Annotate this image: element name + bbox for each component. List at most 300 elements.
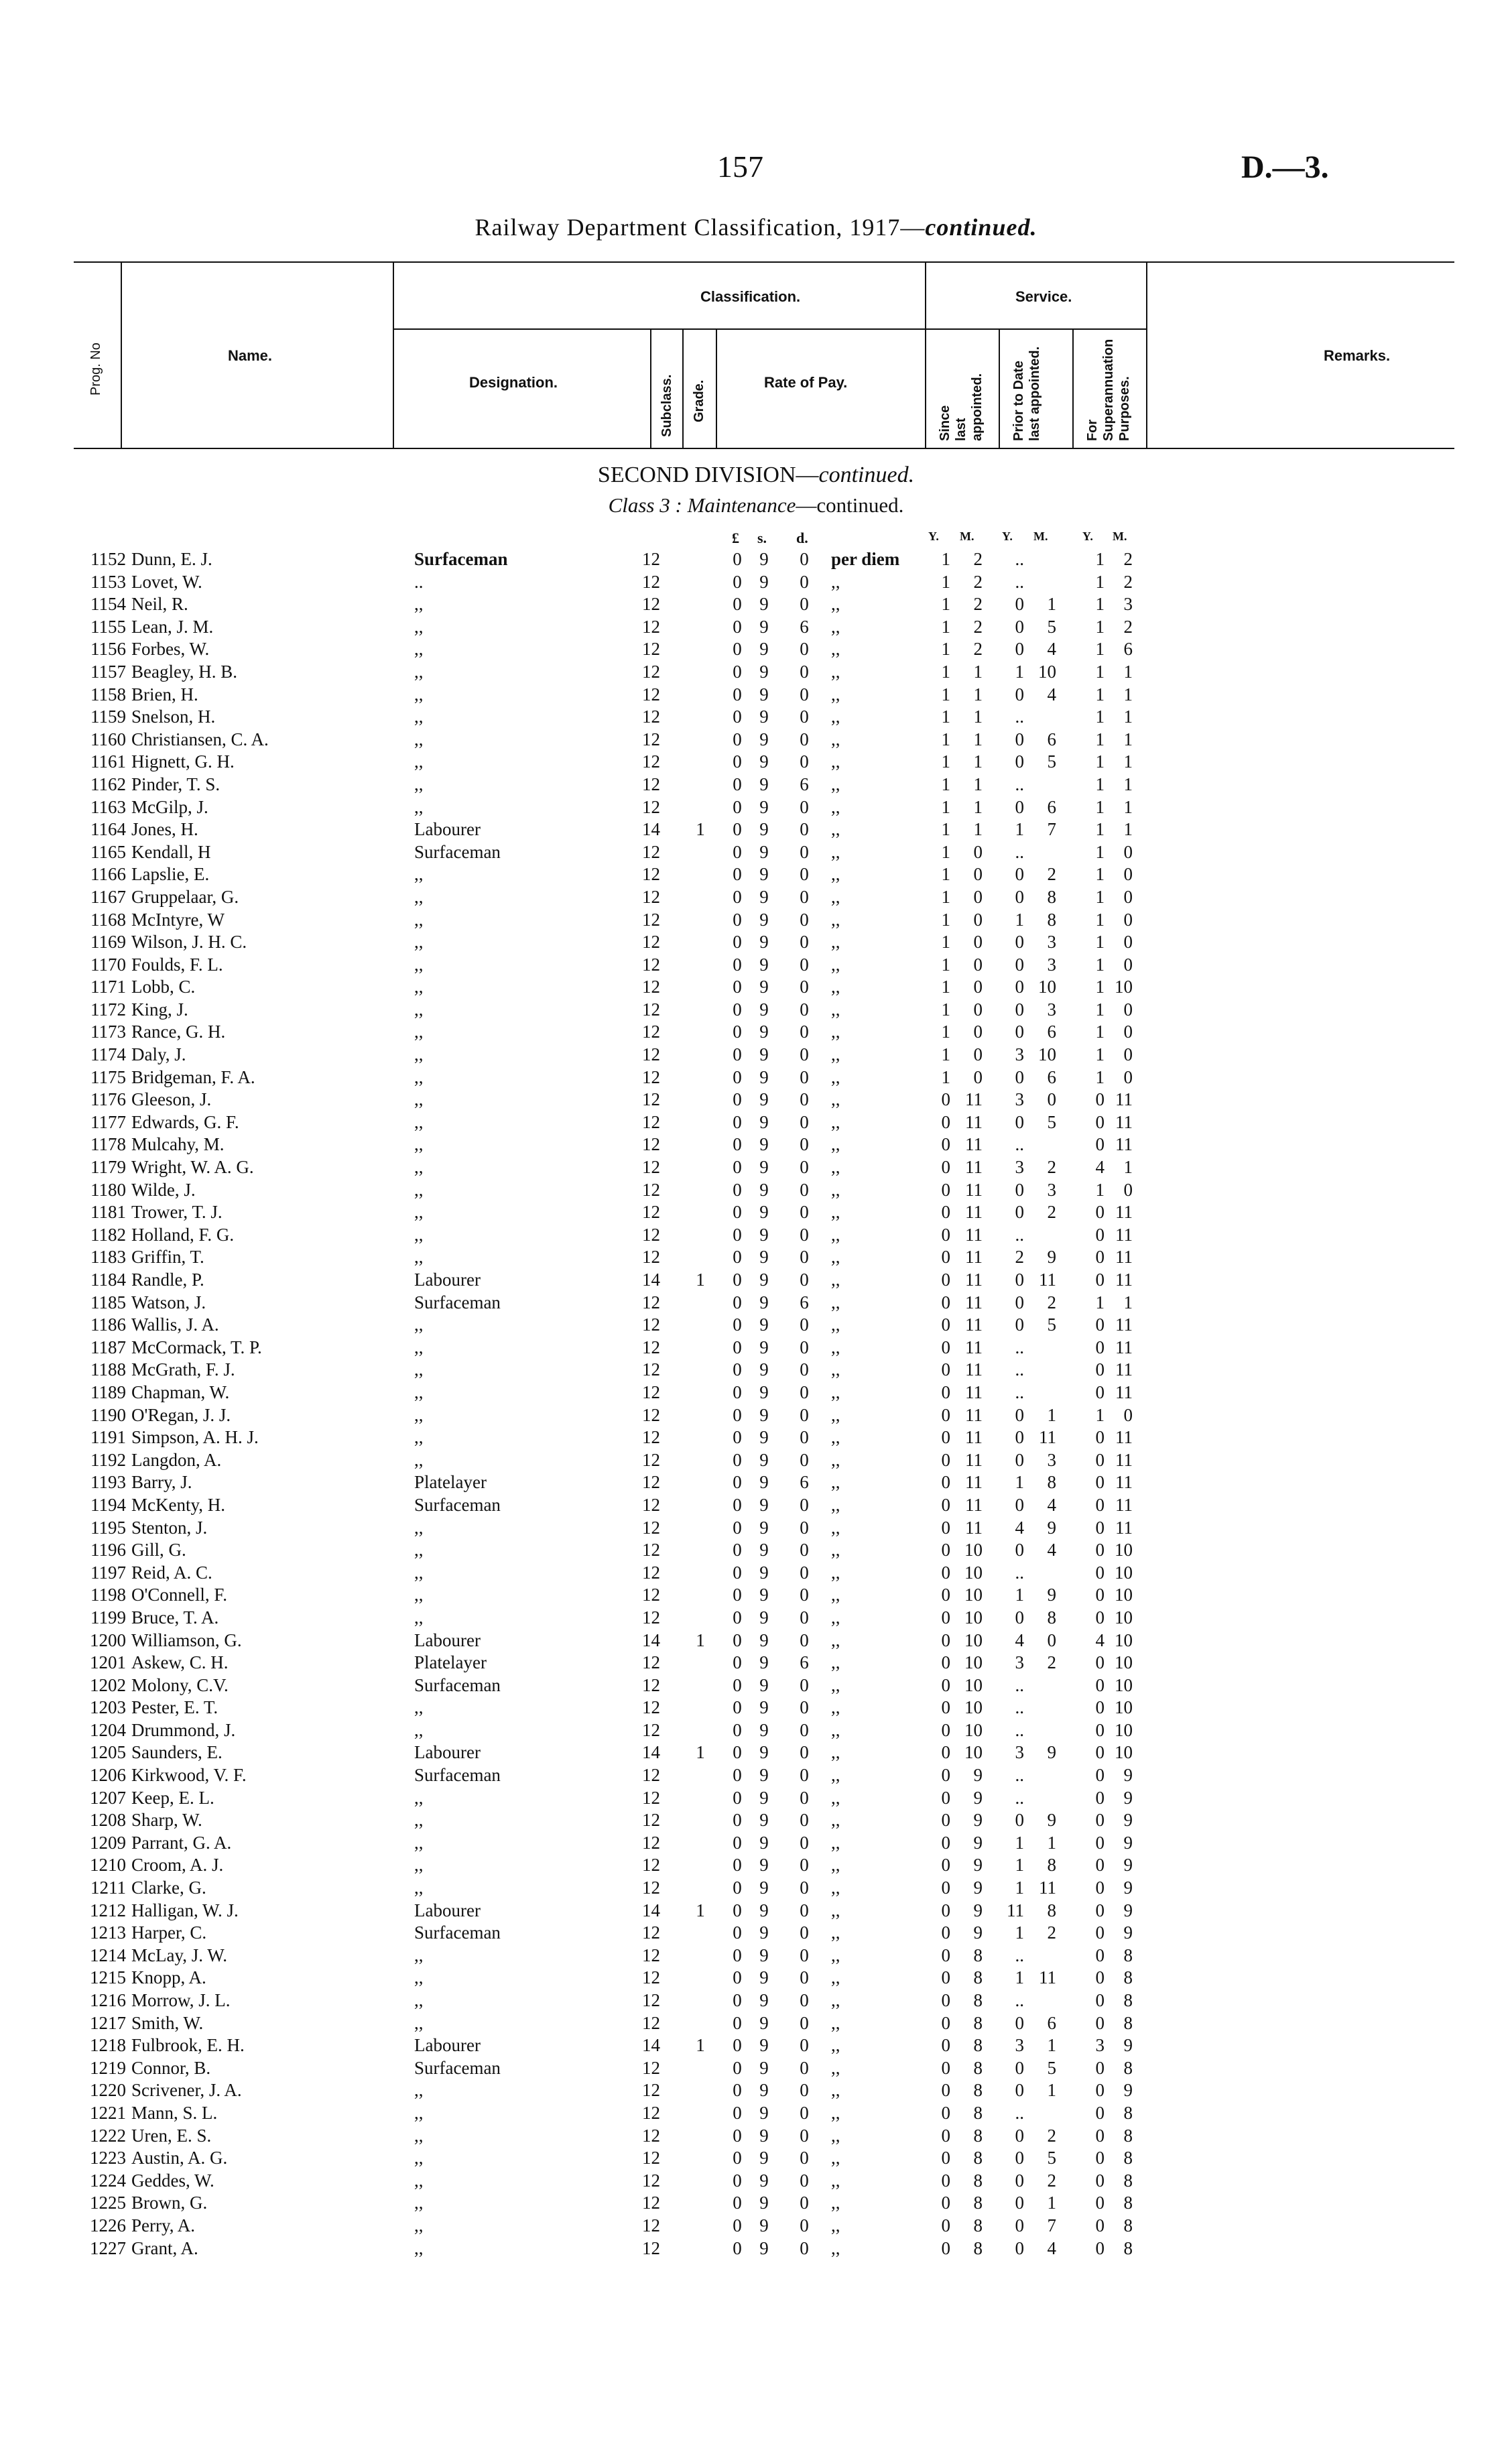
pay-period: ,, [831,819,840,840]
super-months: 3 [1123,594,1133,615]
subclass: 12 [642,774,660,794]
pay-shillings: 9 [759,977,769,997]
pay-pence: 0 [800,1900,809,1920]
pay-shillings: 9 [759,1967,769,1988]
prior-months: 6 [1047,729,1056,749]
super-months: 1 [1123,684,1133,704]
pay-shillings: 9 [759,1134,769,1155]
super-months: 8 [1123,2012,1133,2033]
prog-no: 1216 [90,1990,126,2010]
subclass: 14 [642,1270,660,1290]
prog-no: 1176 [90,1089,126,1110]
prior-months: 8 [1047,1855,1056,1876]
employee-name: Pinder, T. S. [131,774,220,794]
employee-name: Kirkwood, V. F. [131,1765,247,1786]
prog-no: 1220 [90,2080,126,2101]
prog-no: 1181 [90,1202,126,1223]
super-months: 11 [1115,1472,1133,1493]
since-months: 8 [973,2057,983,2078]
designation: ,, [414,2102,424,2123]
prior-years: 0 [1015,684,1024,704]
since-years: 0 [941,1922,950,1943]
since-years: 1 [941,932,950,953]
since-months: 1 [973,729,983,749]
designation: ,, [414,2080,424,2101]
employee-name: Gill, G. [131,1540,186,1560]
prior-years: 0 [1015,999,1024,1020]
pay-period: ,, [831,2237,840,2258]
table-row [0,1021,1512,1044]
since-months: 0 [973,932,983,953]
pay-shillings: 9 [759,1066,769,1087]
pay-pounds: 0 [733,549,742,569]
since-years: 1 [941,1022,950,1042]
super-months: 11 [1115,1427,1133,1448]
subclass: 12 [642,751,660,772]
since-months: 1 [973,707,983,727]
pay-shillings: 9 [759,684,769,704]
prior-months: 5 [1047,2148,1056,2168]
pay-pence: 0 [800,1224,809,1245]
prior-months: 5 [1047,1314,1056,1335]
prior-months: 7 [1047,2215,1056,2235]
pay-period: ,, [831,999,840,1020]
prior-months: 2 [1047,1652,1056,1673]
prog-no: 1169 [90,932,126,953]
prior-years: 0 [1015,1427,1024,1448]
super-years: 0 [1095,1562,1105,1583]
designation: ,, [414,1179,424,1200]
since-years: 1 [941,819,950,840]
designation: ,, [414,2012,424,2033]
pay-pounds: 0 [733,2148,742,2168]
prog-no: 1207 [90,1787,126,1808]
pay-pence: 0 [800,2237,809,2258]
table-row [0,1494,1512,1517]
table-row [0,1877,1512,1900]
pay-pence: 0 [800,1990,809,2010]
super-years: 0 [1095,1787,1105,1808]
super-years: 0 [1095,1540,1105,1560]
employee-name: Smith, W. [131,2012,204,2033]
pay-pence: 0 [800,796,809,817]
pay-shillings: 9 [759,1765,769,1786]
prior-years: 0 [1015,2193,1024,2213]
prior-months: 8 [1047,1900,1056,1920]
pay-shillings: 9 [759,841,769,862]
subclass: 12 [642,684,660,704]
prog-no: 1203 [90,1697,126,1718]
employee-name: Gleeson, J. [131,1089,212,1110]
pay-period: ,, [831,1652,840,1673]
designation: ,, [414,2215,424,2235]
pay-period: ,, [831,2080,840,2101]
since-years: 0 [941,1990,950,2010]
prior-months: 5 [1047,2057,1056,2078]
pay-pounds: 0 [733,1270,742,1290]
pay-pounds: 0 [733,684,742,704]
prior-months: 7 [1047,819,1056,840]
prior-months: 2 [1047,1202,1056,1223]
super-years: 1 [1095,1044,1105,1065]
pay-period: ,, [831,2125,840,2146]
pay-period: ,, [831,1878,840,1898]
prior-months: 5 [1047,751,1056,772]
prior-months: 10 [1038,661,1056,682]
super-months: 0 [1123,1179,1133,1200]
subclass: 12 [642,864,660,885]
prog-no: 1187 [90,1337,126,1357]
prior-years: .. [1015,1990,1024,2010]
designation: ,, [414,1224,424,1245]
pay-pounds: 0 [733,1111,742,1132]
super-years: 1 [1095,616,1105,637]
subclass: 12 [642,1202,660,1223]
prior-months: 2 [1047,1922,1056,1943]
pay-period: ,, [831,1292,840,1312]
prior-years: .. [1015,1787,1024,1808]
super-years: 0 [1095,1945,1105,1965]
designation: Platelayer [414,1652,487,1673]
since-years: 0 [941,1697,950,1718]
pay-pence: 0 [800,1674,809,1695]
pay-pence: 0 [800,1111,809,1132]
subclass: 12 [642,909,660,930]
pay-shillings: 9 [759,1292,769,1312]
super-years: 1 [1095,684,1105,704]
pay-pounds: 0 [733,1787,742,1808]
prior-months: 6 [1047,1022,1056,1042]
prior-years: .. [1015,1945,1024,1965]
employee-name: Molony, C.V. [131,1674,229,1695]
prior-years: 1 [1015,661,1024,682]
super-years: 0 [1095,1427,1105,1448]
subclass: 12 [642,1224,660,1245]
super-months: 8 [1123,2102,1133,2123]
pay-pence: 0 [800,2148,809,2168]
designation: Surfaceman [414,1674,501,1695]
super-months: 10 [1115,1607,1133,1628]
pay-pence: 0 [800,2193,809,2213]
designation: ,, [414,932,424,953]
subclass: 12 [642,932,660,953]
pay-pounds: 0 [733,594,742,615]
super-years: 0 [1095,2012,1105,2033]
prog-no: 1155 [90,616,126,637]
since-years: 0 [941,2170,950,2191]
subclass: 12 [642,1990,660,2010]
table-row [0,1945,1512,1967]
since-months: 11 [965,1247,983,1268]
designation: ,, [414,1878,424,1898]
prior-months: 5 [1047,1111,1056,1132]
designation: ,, [414,1022,424,1042]
since-years: 1 [941,571,950,592]
grade: 1 [696,2035,705,2056]
super-years: 0 [1095,1585,1105,1605]
since-months: 11 [965,1517,983,1538]
super-years: 1 [1095,886,1105,907]
table-row [0,1584,1512,1607]
pay-pounds: 0 [733,1810,742,1831]
since-years: 1 [941,999,950,1020]
pay-period: ,, [831,1157,840,1178]
super-years: 1 [1095,594,1105,615]
pay-period: ,, [831,932,840,953]
designation: ,, [414,1382,424,1402]
prior-years: 1 [1015,1585,1024,1605]
employee-name: Randle, P. [131,1270,204,1290]
table-row [0,1652,1512,1674]
pay-pence: 0 [800,864,809,885]
designation: ,, [414,1427,424,1448]
pay-pounds: 0 [733,1134,742,1155]
prior-years: 1 [1015,1967,1024,1988]
pay-pounds: 0 [733,1517,742,1538]
since-years: 0 [941,1900,950,1920]
pay-pence: 0 [800,977,809,997]
designation: ,, [414,1585,424,1605]
since-months: 11 [965,1427,983,1448]
prog-no: 1197 [90,1562,126,1583]
pay-pence: 0 [800,2170,809,2191]
super-months: 11 [1115,1449,1133,1470]
super-months: 0 [1123,1066,1133,1087]
employee-name: Harper, C. [131,1922,207,1943]
pay-pence: 0 [800,661,809,682]
since-months: 11 [965,1314,983,1335]
subclass: 12 [642,1427,660,1448]
designation: ,, [414,2125,424,2146]
designation: Labourer [414,1630,481,1650]
pay-pounds: 0 [733,616,742,637]
prior-years: 0 [1015,1540,1024,1560]
designation: ,, [414,661,424,682]
prog-no: 1226 [90,2215,126,2235]
since-months: 0 [973,1022,983,1042]
subclass: 12 [642,1359,660,1380]
pay-pence: 0 [800,1337,809,1357]
designation: ,, [414,1089,424,1110]
prior-header: Prior to Date last appointed. [1011,346,1042,441]
employee-name: Snelson, H. [131,707,216,727]
employee-name: Brown, G. [131,2193,208,2213]
prior-months: 1 [1047,1832,1056,1853]
pay-pence: 0 [800,1562,809,1583]
since-years: 1 [941,909,950,930]
prior-years: 0 [1015,2170,1024,2191]
pay-pounds: 0 [733,1472,742,1493]
pay-pounds: 0 [733,1674,742,1695]
pay-pounds: 0 [733,2102,742,2123]
grade: 1 [696,1270,705,1290]
since-months: 11 [965,1270,983,1290]
table-row [0,571,1512,594]
pay-shillings: 9 [759,1945,769,1965]
super-months: 10 [1115,1742,1133,1763]
subclass: 12 [642,886,660,907]
pay-pence: 0 [800,954,809,975]
super-years: 0 [1095,2148,1105,2168]
table-row [0,729,1512,751]
table-row [0,661,1512,684]
pay-pence: 0 [800,1855,809,1876]
super-months: 8 [1123,2193,1133,2213]
designation: ,, [414,999,424,1020]
subclass: 12 [642,1540,660,1560]
super-months: 10 [1115,1674,1133,1695]
prior-months: 3 [1047,1179,1056,1200]
subclass: 12 [642,1719,660,1740]
prog-no: 1180 [90,1179,126,1200]
title-continued: continued. [925,214,1037,241]
super-years: 0 [1095,1202,1105,1223]
pay-pence: 0 [800,1449,809,1470]
pay-pounds: 0 [733,1945,742,1965]
super-years: 0 [1095,1270,1105,1290]
since-header: Since last appointed. [938,373,985,441]
pay-shillings: 9 [759,594,769,615]
since-years: 0 [941,1427,950,1448]
since-years: 1 [941,751,950,772]
since-months: 11 [965,1449,983,1470]
prior-years: 3 [1015,1742,1024,1763]
pay-shillings: 9 [759,1494,769,1515]
subclass: 12 [642,1674,660,1695]
since-months: 8 [973,2125,983,2146]
table-row [0,2102,1512,2125]
prior-years: .. [1015,1359,1024,1380]
since-months: 1 [973,774,983,794]
pay-period: ,, [831,1765,840,1786]
pay-period: ,, [831,1449,840,1470]
prog-no: 1160 [90,729,126,749]
unit-months-1: M. [960,530,974,543]
super-years: 0 [1095,1922,1105,1943]
prog-no: 1175 [90,1066,126,1087]
pay-pounds: 0 [733,1765,742,1786]
pay-pence: 0 [800,1630,809,1650]
prog-no: 1177 [90,1111,126,1132]
prog-no: 1208 [90,1810,126,1831]
pay-period: ,, [831,841,840,862]
pay-period: ,, [831,2057,840,2078]
super-months: 8 [1123,2215,1133,2235]
pay-shillings: 9 [759,1382,769,1402]
pay-pounds: 0 [733,886,742,907]
pay-shillings: 9 [759,1719,769,1740]
prog-no: 1211 [90,1878,126,1898]
pay-shillings: 9 [759,1427,769,1448]
pay-pence: 0 [800,1878,809,1898]
table-row [0,1967,1512,1989]
super-years: 0 [1095,1719,1105,1740]
since-months: 8 [973,2102,983,2123]
prior-years: 11 [1007,1900,1024,1920]
employee-name: McKenty, H. [131,1494,225,1515]
super-years: 1 [1095,661,1105,682]
super-years: 0 [1095,1652,1105,1673]
since-months: 8 [973,2080,983,2101]
pay-period: ,, [831,1044,840,1065]
super-months: 8 [1123,2148,1133,2168]
prior-months: 4 [1047,639,1056,660]
since-years: 1 [941,886,950,907]
prog-no: 1189 [90,1382,126,1402]
since-months: 10 [964,1562,983,1583]
super-months: 1 [1123,751,1133,772]
name-header: Name. [228,347,273,364]
pay-pounds: 0 [733,2193,742,2213]
super-years: 0 [1095,1449,1105,1470]
table-row [0,2079,1512,2102]
pay-pounds: 0 [733,1652,742,1673]
employee-name: Mulcahy, M. [131,1134,225,1155]
since-years: 1 [941,729,950,749]
prog-no: 1196 [90,1540,126,1560]
employee-name: King, J. [131,999,188,1020]
pay-period: ,, [831,1337,840,1357]
pay-pence: 6 [800,616,809,637]
pay-pence: 0 [800,1810,809,1831]
prior-years: 0 [1015,977,1024,997]
pay-shillings: 9 [759,1540,769,1560]
designation: Platelayer [414,1472,487,1493]
since-years: 1 [941,864,950,885]
since-years: 0 [941,1224,950,1245]
table-row [0,774,1512,796]
designation: ,, [414,2193,424,2213]
since-months: 0 [973,909,983,930]
since-months: 8 [973,1967,983,1988]
unit-years-2: Y. [1002,530,1013,543]
designation: ,, [414,729,424,749]
pay-pounds: 0 [733,1832,742,1853]
super-years: 0 [1095,1359,1105,1380]
employee-name: Keep, E. L. [131,1787,214,1808]
super-months: 10 [1115,977,1133,997]
table-row [0,1630,1512,1652]
designation: ,, [414,707,424,727]
pay-pounds: 0 [733,2125,742,2146]
prog-no: 1218 [90,2035,126,2056]
since-months: 1 [973,796,983,817]
pay-pounds: 0 [733,819,742,840]
since-years: 0 [941,1449,950,1470]
designation: ,, [414,886,424,907]
since-months: 2 [973,594,983,615]
pay-pounds: 0 [733,909,742,930]
designation: ,, [414,2237,424,2258]
pay-period: ,, [831,684,840,704]
prior-years: .. [1015,549,1024,569]
since-years: 0 [941,1517,950,1538]
pay-pounds: 0 [733,1247,742,1268]
pay-pence: 0 [800,1179,809,1200]
pay-period: ,, [831,2170,840,2191]
super-years: 0 [1095,1382,1105,1402]
pay-pounds: 0 [733,1022,742,1042]
pay-pence: 0 [800,2102,809,2123]
prior-months: 2 [1047,864,1056,885]
since-years: 1 [941,977,950,997]
since-years: 0 [941,2012,950,2033]
since-years: 0 [941,1292,950,1312]
employee-name: Williamson, G. [131,1630,242,1650]
pay-pence: 0 [800,1832,809,1853]
table-row [0,1133,1512,1156]
super-years: 0 [1095,1697,1105,1718]
